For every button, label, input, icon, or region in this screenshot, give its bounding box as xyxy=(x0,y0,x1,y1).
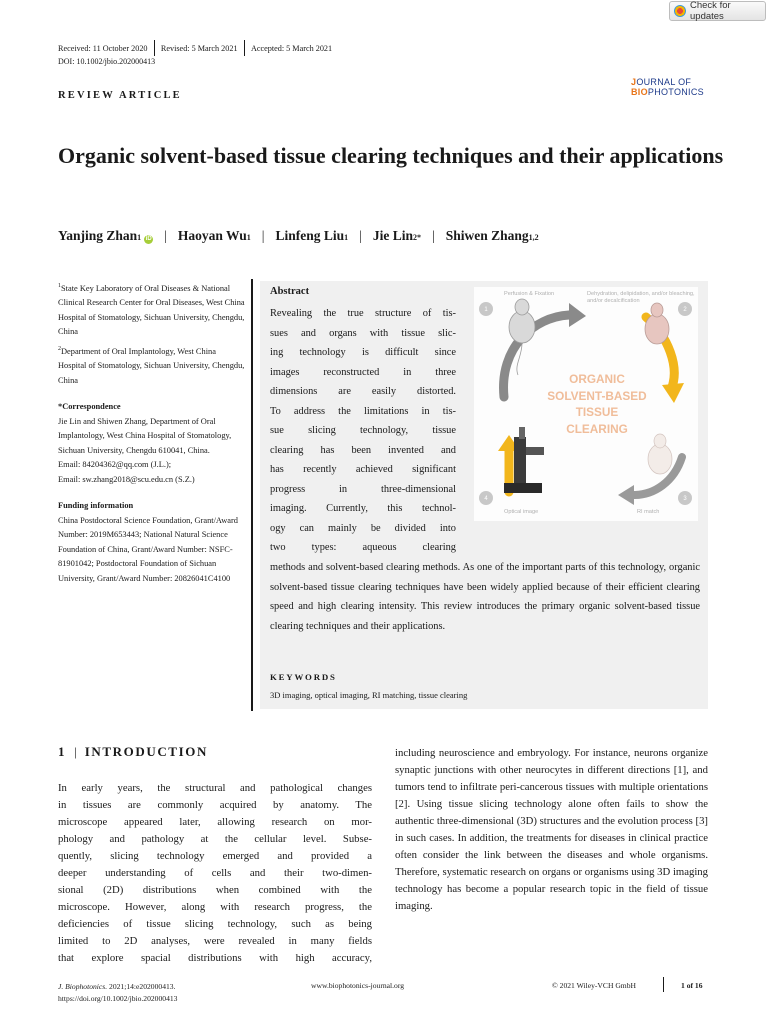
doi[interactable]: DOI: 10.1002/jbio.202000413 xyxy=(58,57,156,66)
abstract-line: sues and organs with tissue slic- xyxy=(270,327,456,339)
revised-date: Revised: 5 March 2021 xyxy=(160,43,238,53)
article-info-column xyxy=(58,279,246,586)
process-arrow-3-head xyxy=(618,485,634,505)
graphic-center-line: SOLVENT-BASED xyxy=(547,388,647,403)
mouse-icon xyxy=(648,434,672,474)
footer-divider xyxy=(663,977,664,992)
footer-copyright: © 2021 Wiley-VCH GmbH xyxy=(552,981,636,990)
keywords-text: 3D imaging, optical imaging, RI matching, tissue clearing xyxy=(270,690,468,700)
affiliation-sup: 2 xyxy=(58,345,61,352)
author-name[interactable]: Haoyan Wu xyxy=(177,228,247,243)
funding-text: China Postdoctoral Science Foundation, Grant/Award Number: 2019M653443; National Natural Science Foundation of China, Grant/Award Number: NSFC-81901042; Postdoctoral Foundation of Sichuan University, Grant/Award Number: 20826041C4100 xyxy=(58,515,238,583)
article-dates xyxy=(58,40,332,56)
accepted-date: Accepted: 5 March 2021 xyxy=(250,43,333,53)
body-line: sional (2D) distributions when combined with the xyxy=(58,884,372,896)
body-text-right: including neuroscience and embryology. For instance, neurons organize synaptic junctions with other neurocytes in different directions [1], and tumors tend to infiltrate peri-cancerous tissues with multiple orientations [2]. Using tissue slicing technology alone often fails to show the authentic three-dimensional (3D) structures and the evolution process [3] in such cases. In addition, the treatments for diseases in clinical practice often consider the link between the diseases and whole organisms. Therefore, systematic research on organs or organisms using 3D imaging technology has become a popular research topic in the field of tissue imaging. xyxy=(395,747,708,912)
mouse-icon xyxy=(645,303,669,344)
graphic-center-title xyxy=(542,371,652,437)
body-line: deeper understanding of cells and their two-dimen- xyxy=(58,867,372,879)
affiliation-text: State Key Laboratory of Oral Diseases & National Clinical Research Center for Oral Diseases, West China Hospital of Stomatology, Sichuan University, Chengdu, China xyxy=(58,283,245,337)
body-line: microscope. However, along with research progress, the xyxy=(58,901,372,913)
abstract-line: Revealing the true structure of tis- xyxy=(270,308,456,319)
date-separator xyxy=(244,40,245,56)
author-separator: | xyxy=(431,228,435,243)
abstract-line: progress in three-dimensional xyxy=(270,483,456,495)
abstract-line: ing technology is difficult since xyxy=(270,347,456,358)
abstract-line: imaging. Currently, this technol- xyxy=(270,503,456,514)
affiliation-1 xyxy=(58,279,246,340)
graphic-center-line: ORGANIC xyxy=(569,372,625,386)
abstract-heading: Abstract xyxy=(270,286,310,297)
journal-logo xyxy=(631,77,704,97)
correspondence-heading: *Correspondence xyxy=(58,402,121,412)
body-line: in tissues are commonly acquired by anatomy. The xyxy=(58,799,372,811)
body-line: that explore spacial distributions with high accuracy, xyxy=(58,952,372,964)
check-for-updates-label: Check for updates xyxy=(690,0,731,22)
body-line: quently, slicing technology emerged and provided a xyxy=(58,850,372,862)
abstract-line: ogy can mainly be divided into xyxy=(270,522,456,534)
step-number-1-label: 1 xyxy=(484,307,488,313)
footer-citation-details: 2021;14:e202000413. xyxy=(107,982,176,991)
funding-heading: Funding information xyxy=(58,501,134,511)
abstract-line: sue slicing technology, tissue xyxy=(270,425,456,436)
author-name[interactable]: Jie Lin xyxy=(372,228,413,243)
correspondence-text: Jie Lin and Shiwen Zhang, Department of Oral Implantology, West China Hospital of Stomatology, Sichuan University, Chengdu 610041, China. xyxy=(58,416,232,455)
body-line: limited to 2D analyses, were revealed in many fields xyxy=(58,935,372,947)
journal-logo-initial: J xyxy=(631,77,637,87)
graphic-label-dehydration: Dehydration, delipidation, and/or bleaching, and/or decalcification xyxy=(587,291,695,304)
graphic-center-line: TISSUE xyxy=(575,405,619,419)
section-heading xyxy=(58,744,208,760)
body-line: phology and pathology at the cellular level. Subse- xyxy=(58,833,372,845)
received-date: Received: 11 October 2020 xyxy=(58,43,148,53)
body-line: In early years, the structural and pathological changes xyxy=(58,782,372,794)
section-title: INTRODUCTION xyxy=(84,744,208,759)
footer-journal-name: J. Biophotonics. xyxy=(58,982,108,991)
step-number-4-label: 4 xyxy=(484,496,488,502)
affiliation-2 xyxy=(58,342,246,388)
author-affiliation-sup: 1 xyxy=(137,233,142,242)
abstract-line: clearing has been invented and xyxy=(270,444,456,456)
graphic-center-line: CLEARING xyxy=(566,421,628,436)
step-number-3-label: 3 xyxy=(683,496,687,502)
section-number: 1 xyxy=(58,744,67,759)
graphic-label-ri-match: RI match xyxy=(637,509,660,515)
author-name[interactable]: Shiwen Zhang xyxy=(445,228,529,243)
author-affiliation-sup: 1 xyxy=(246,233,251,242)
author-separator: | xyxy=(261,228,265,243)
process-arrow-1-head xyxy=(569,303,586,327)
correspondence-email-1[interactable]: Email: 84204362@qq.com (J.L.); xyxy=(58,460,172,470)
date-separator xyxy=(154,40,155,56)
footer-citation xyxy=(58,981,177,1005)
graphic-label-perfusion: Perfusion & Fixation xyxy=(504,291,555,297)
journal-logo-line2: PHOTONICS xyxy=(647,87,704,97)
mouse-icon xyxy=(509,299,535,375)
graphical-abstract xyxy=(474,287,698,521)
body-text-left xyxy=(58,780,372,967)
author-affiliation-sup: 2* xyxy=(412,233,421,242)
affiliation-sup: 1 xyxy=(58,283,61,289)
crossmark-icon xyxy=(674,5,686,17)
graphic-label-optical: Optical image xyxy=(504,509,539,515)
abstract-line: dimensions are easily distorted. xyxy=(270,386,456,397)
check-for-updates-button[interactable] xyxy=(669,1,766,21)
author-affiliation-sup: 1,2 xyxy=(528,233,539,242)
abstract-line: two types: aqueous clearing xyxy=(270,542,456,553)
journal-logo-bio: BIO xyxy=(631,87,648,97)
keywords-heading: KEYWORDS xyxy=(270,672,337,682)
author-separator: | xyxy=(359,228,362,243)
abstract-line: To address the limitations in tis- xyxy=(270,405,456,417)
author-separator: | xyxy=(164,228,167,243)
body-line: deficiencies of tissue slicing technology, such as being xyxy=(58,918,372,930)
abstract-text-wide: methods and solvent-based clearing methods. As one of the important parts of this technology, organic solvent-based tissue clearing techniques have been widely applied because of their efficient clearing speed and high clearing intensity. This review introduces the primary organic solvent-based tissue clearing techniques and their applications. xyxy=(270,562,700,632)
affiliation-text: Department of Oral Implantology, West China Hospital of Stomatology, Sichuan University, Chengdu, China xyxy=(58,346,245,385)
section-separator: | xyxy=(74,744,77,759)
article-title: Organic solvent-based tissue clearing techniques and their applications xyxy=(58,143,724,168)
body-line: microscope appeared later, allowing research on mor- xyxy=(58,816,372,828)
page-number: 1 of 16 xyxy=(681,981,703,990)
column-divider xyxy=(251,279,253,711)
process-arrow-2-head xyxy=(662,383,684,403)
abstract-line: images reconstructed in three xyxy=(270,366,456,378)
author-affiliation-sup: 1 xyxy=(344,233,349,242)
author-name[interactable]: Linfeng Liu xyxy=(275,228,345,243)
abstract-text-narrow xyxy=(270,304,456,558)
article-type: REVIEW ARTICLE xyxy=(58,90,182,101)
step-number-2-label: 2 xyxy=(683,307,687,313)
footer-website-link[interactable]: www.biophotonics-journal.org xyxy=(311,981,405,990)
abstract-line: has recently achieved significant xyxy=(270,464,456,475)
author-list xyxy=(58,228,539,244)
orcid-icon[interactable]: iD xyxy=(145,236,152,242)
correspondence-email-2[interactable]: Email: sw.zhang2018@scu.edu.cn (S.Z.) xyxy=(58,474,195,484)
journal-logo-line1: OURNAL OF xyxy=(636,77,692,87)
footer-doi-link[interactable]: https://doi.org/10.1002/jbio.202000413 xyxy=(58,994,178,1003)
author-name[interactable]: Yanjing Zhan xyxy=(58,228,138,243)
